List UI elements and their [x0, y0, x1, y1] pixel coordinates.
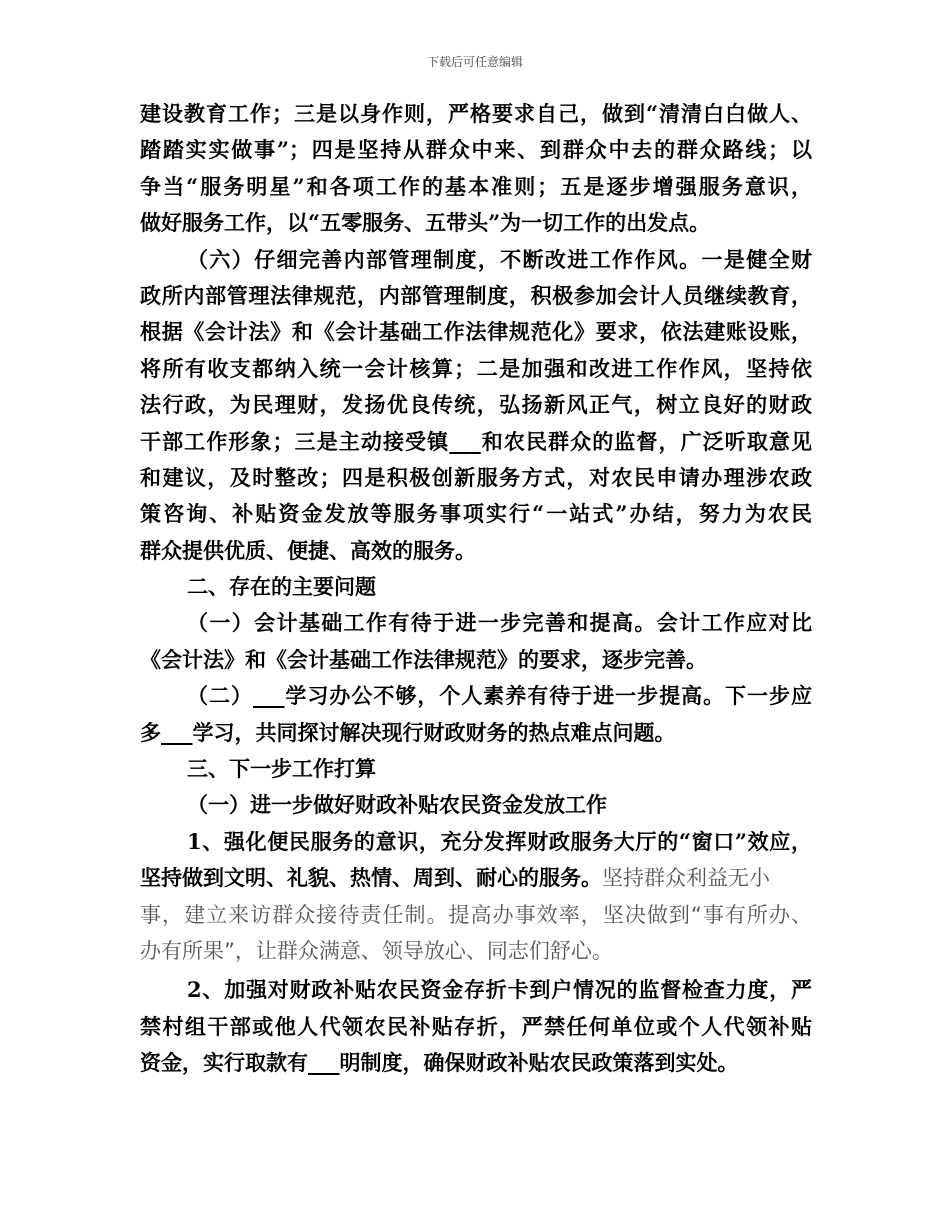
text-line: 策咨询、补贴资金发放等服务事项实行“一站式”办结，努力为农民 — [140, 501, 812, 527]
text-line-light: 事，建立来访群众接待责任制。提高办事效率，坚决做到“事有所办、 — [140, 902, 812, 927]
text-line: （二）___学习办公不够，个人素养有待于进一步提高。下一步应 — [187, 683, 812, 709]
text-span: 坚持做到文明、礼貌、热情、周到、耐心的服务。 — [140, 865, 602, 891]
text-line: 禁村组干部或他人代领农民补贴存折，严禁任何单位或个人代领补贴 — [140, 1013, 812, 1039]
document-body — [140, 96, 812, 1082]
text-line: （一）会计基础工作有待于进一步完善和提高。会计工作应对比 — [187, 610, 812, 636]
text-line: 争当“服务明星”和各项工作的基本准则；五是逐步增强服务意识， — [140, 173, 812, 199]
text-line: 干部工作形象；三是主动接受镇___和农民群众的监督，广泛听取意见 — [140, 428, 812, 454]
text-line: 1、强化便民服务的意识，充分发挥财政服务大厅的“窗口”效应， — [187, 828, 812, 854]
text-line: 多___学习，共同探讨解决现行财政财务的热点难点问题。 — [140, 719, 676, 745]
text-line: 2、加强对财政补贴农民资金存折卡到户情况的监督检查力度，严 — [187, 977, 812, 1003]
text-line: 和建议，及时整改；四是积极创新服务方式，对农民申请办理涉农政 — [140, 464, 812, 490]
text-line: 政所内部管理法律规范，内部管理制度，积极参加会计人员继续教育， — [140, 282, 812, 308]
text-line: 资金，实行取款有___明制度，确保财政补贴农民政策落到实处。 — [140, 1050, 739, 1076]
text-span-light: 坚持群众利益无小 — [602, 866, 770, 891]
text-line: 根据《会计法》和《会计基础工作法律规范化》要求，依法建账设账， — [140, 319, 812, 345]
text-line: 法行政，为民理财，发扬优良传统，弘扬新风正气，树立良好的财政 — [140, 392, 812, 418]
text-line: 做好服务工作，以“五零服务、五带头”为一切工作的出发点。 — [140, 210, 711, 236]
text-line: 《会计法》和《会计基础工作法律规范》的要求，逐步完善。 — [140, 646, 707, 672]
subsection-heading: （一）进一步做好财政补贴农民资金发放工作 — [187, 792, 607, 818]
text-line: 踏踏实实做事”；四是坚持从群众中来、到群众中去的群众路线；以 — [140, 137, 812, 163]
text-line-mixed — [140, 860, 812, 896]
text-line: 建设教育工作；三是以身作则，严格要求自己，做到“清清白白做人、 — [140, 101, 812, 126]
section-heading: 二、存在的主要问题 — [187, 574, 376, 600]
text-line: 将所有收支都纳入统一会计核算；二是加强和改进工作作风，坚持依 — [140, 355, 812, 381]
section-heading: 三、下一步工作打算 — [187, 756, 376, 782]
text-line: （六）仔细完善内部管理制度，不断改进工作作风。一是健全财 — [187, 246, 812, 272]
page-header: 下载后可任意编辑 — [426, 55, 523, 69]
text-line: 群众提供优质、便捷、高效的服务。 — [140, 537, 476, 563]
text-line-light: 办有所果”，让群众满意、领导放心、同志们舒心。 — [140, 938, 613, 963]
